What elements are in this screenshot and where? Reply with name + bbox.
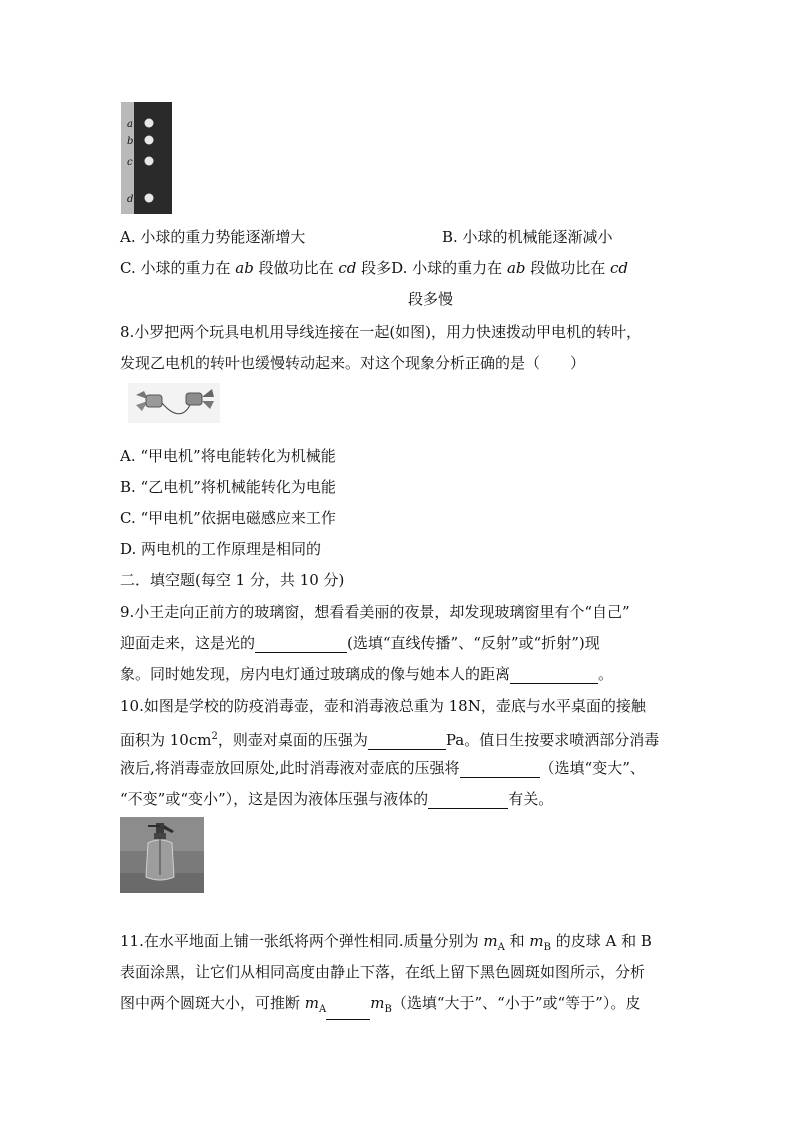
q10-blank-2[interactable]	[460, 761, 540, 778]
q11-line1-and: 和	[504, 932, 530, 950]
q11-line1	[120, 931, 652, 958]
q10-line2-post: Pa。值日生按要求喷洒部分消毒	[445, 731, 660, 749]
two-motors-figure	[128, 383, 220, 423]
q7-opt-c-pre: C. 小球的重力在	[120, 259, 236, 277]
q8-option-b: B. “乙电机”将机械能转化为电能	[120, 478, 336, 496]
q11-line3-mb: m	[370, 994, 385, 1012]
ball-strobe-photo	[121, 102, 172, 214]
q7-opt-d-ab: ab	[506, 259, 526, 277]
q11-line1-ma: m	[483, 932, 498, 950]
q9-line2-post: (选填“直线传播”、“反射”或“折射”)现	[347, 634, 600, 652]
q10-line4	[120, 789, 553, 809]
q7-opt-c-cd: cd	[338, 259, 357, 277]
q7-option-d-cont: 段多慢	[408, 290, 454, 308]
q8-option-d: D. 两电机的工作原理是相同的	[120, 540, 322, 558]
q7-opt-c-mid: 段做功比在	[253, 259, 339, 277]
q9-line3-post: 。	[598, 665, 614, 683]
q11-line3-post: （选填“大于”、“小于”或“等于”）。皮	[391, 994, 641, 1012]
q9-line2-pre: 迎面走来，这是光的	[120, 634, 256, 652]
q10-line2-mid: ，则壶对桌面的压强为	[217, 731, 368, 749]
q7-opt-d-pre: D. 小球的重力在	[391, 259, 507, 277]
q9-line3	[120, 664, 613, 684]
q7-option-c-d-row	[120, 258, 628, 278]
label-b: b	[127, 136, 134, 147]
q9-line1: 9.小王走向正前方的玻璃窗，想看看美丽的夜景，却发现玻璃窗里有个“自己”	[120, 603, 630, 621]
q7-option-a: A. 小球的重力势能逐渐增大	[120, 228, 306, 246]
q8-option-a: A. “甲电机”将电能转化为机械能	[120, 447, 336, 465]
q10-line1: 10.如图是学校的防疫消毒壶，壶和消毒液总重为 18N，壶底与水平桌面的接触	[120, 697, 646, 715]
q7-opt-c-post: 段多	[356, 259, 392, 277]
q10-line3-pre: 液后,将消毒壶放回原处,此时消毒液对壶底的压强将	[120, 759, 460, 777]
q8-stem-line1: 8.小罗把两个玩具电机用导线连接在一起(如图)，用力快速拨动甲电机的转叶，	[120, 323, 642, 341]
q8-stem-line2: 发现乙电机的转叶也缓慢转动起来。对这个现象分析正确的是（ ）	[120, 354, 586, 372]
q11-line3	[120, 993, 640, 1020]
q11-line1-mb-sub: B	[543, 942, 552, 953]
q7-option-b: B. 小球的机械能逐渐减小	[442, 228, 613, 246]
q11-line3-pre: 图中两个圆斑大小，可推断	[120, 994, 305, 1012]
q10-blank-1[interactable]	[368, 733, 446, 750]
q11-line1-post: 的皮球 A 和 B	[551, 932, 652, 950]
q11-blank-1[interactable]	[326, 1003, 370, 1020]
q7-opt-c-ab: ab	[235, 259, 254, 277]
label-a: a	[127, 119, 133, 130]
q11-line1-pre: 11.在水平地面上铺一张纸将两个弹性相同.质量分别为	[120, 932, 484, 950]
q10-line4-pre: “不变”或“变小”），这是因为液体压强与液体的	[120, 790, 429, 808]
q11-line2: 表面涂黑，让它们从相同高度由静止下落，在纸上留下黑色圆斑如图所示，分析	[120, 963, 646, 981]
q11-line3-mb-sub: B	[384, 1004, 392, 1015]
q9-line3-pre: 象。同时她发现，房内电灯通过玻璃成的像与她本人的距离	[120, 665, 511, 683]
q9-line2	[120, 633, 600, 653]
ball-d	[145, 194, 154, 203]
q7-opt-d-cd: cd	[610, 259, 629, 277]
ball-c	[145, 157, 154, 166]
label-c: c	[127, 157, 133, 168]
label-d: d	[127, 194, 134, 205]
q11-line1-mb: m	[529, 932, 544, 950]
q9-blank-2[interactable]	[510, 667, 598, 684]
section-heading: 二．填空题(每空 1 分，共 10 分)	[120, 571, 345, 589]
q10-line3-post: （选填“变大”、	[539, 759, 645, 777]
q11-line3-ma-sub: A	[319, 1004, 327, 1015]
q10-line2	[120, 727, 659, 750]
q7-opt-d-mid: 段做功比在	[525, 259, 611, 277]
q10-line2-pre: 面积为 10cm	[120, 731, 212, 749]
q10-blank-3[interactable]	[428, 792, 508, 809]
ball-a	[145, 119, 154, 128]
q8-option-c: C. “甲电机”依据电磁感应来工作	[120, 509, 336, 527]
ball-b	[145, 136, 154, 145]
sprayer-photo	[120, 817, 204, 893]
q10-line2-sup: 2	[211, 731, 218, 742]
q11-line3-ma: m	[304, 994, 320, 1012]
q10-line4-post: 有关。	[508, 790, 554, 808]
q11-line1-ma-sub: A	[497, 942, 505, 953]
q9-blank-1[interactable]	[255, 636, 347, 653]
q10-line3	[120, 758, 645, 778]
